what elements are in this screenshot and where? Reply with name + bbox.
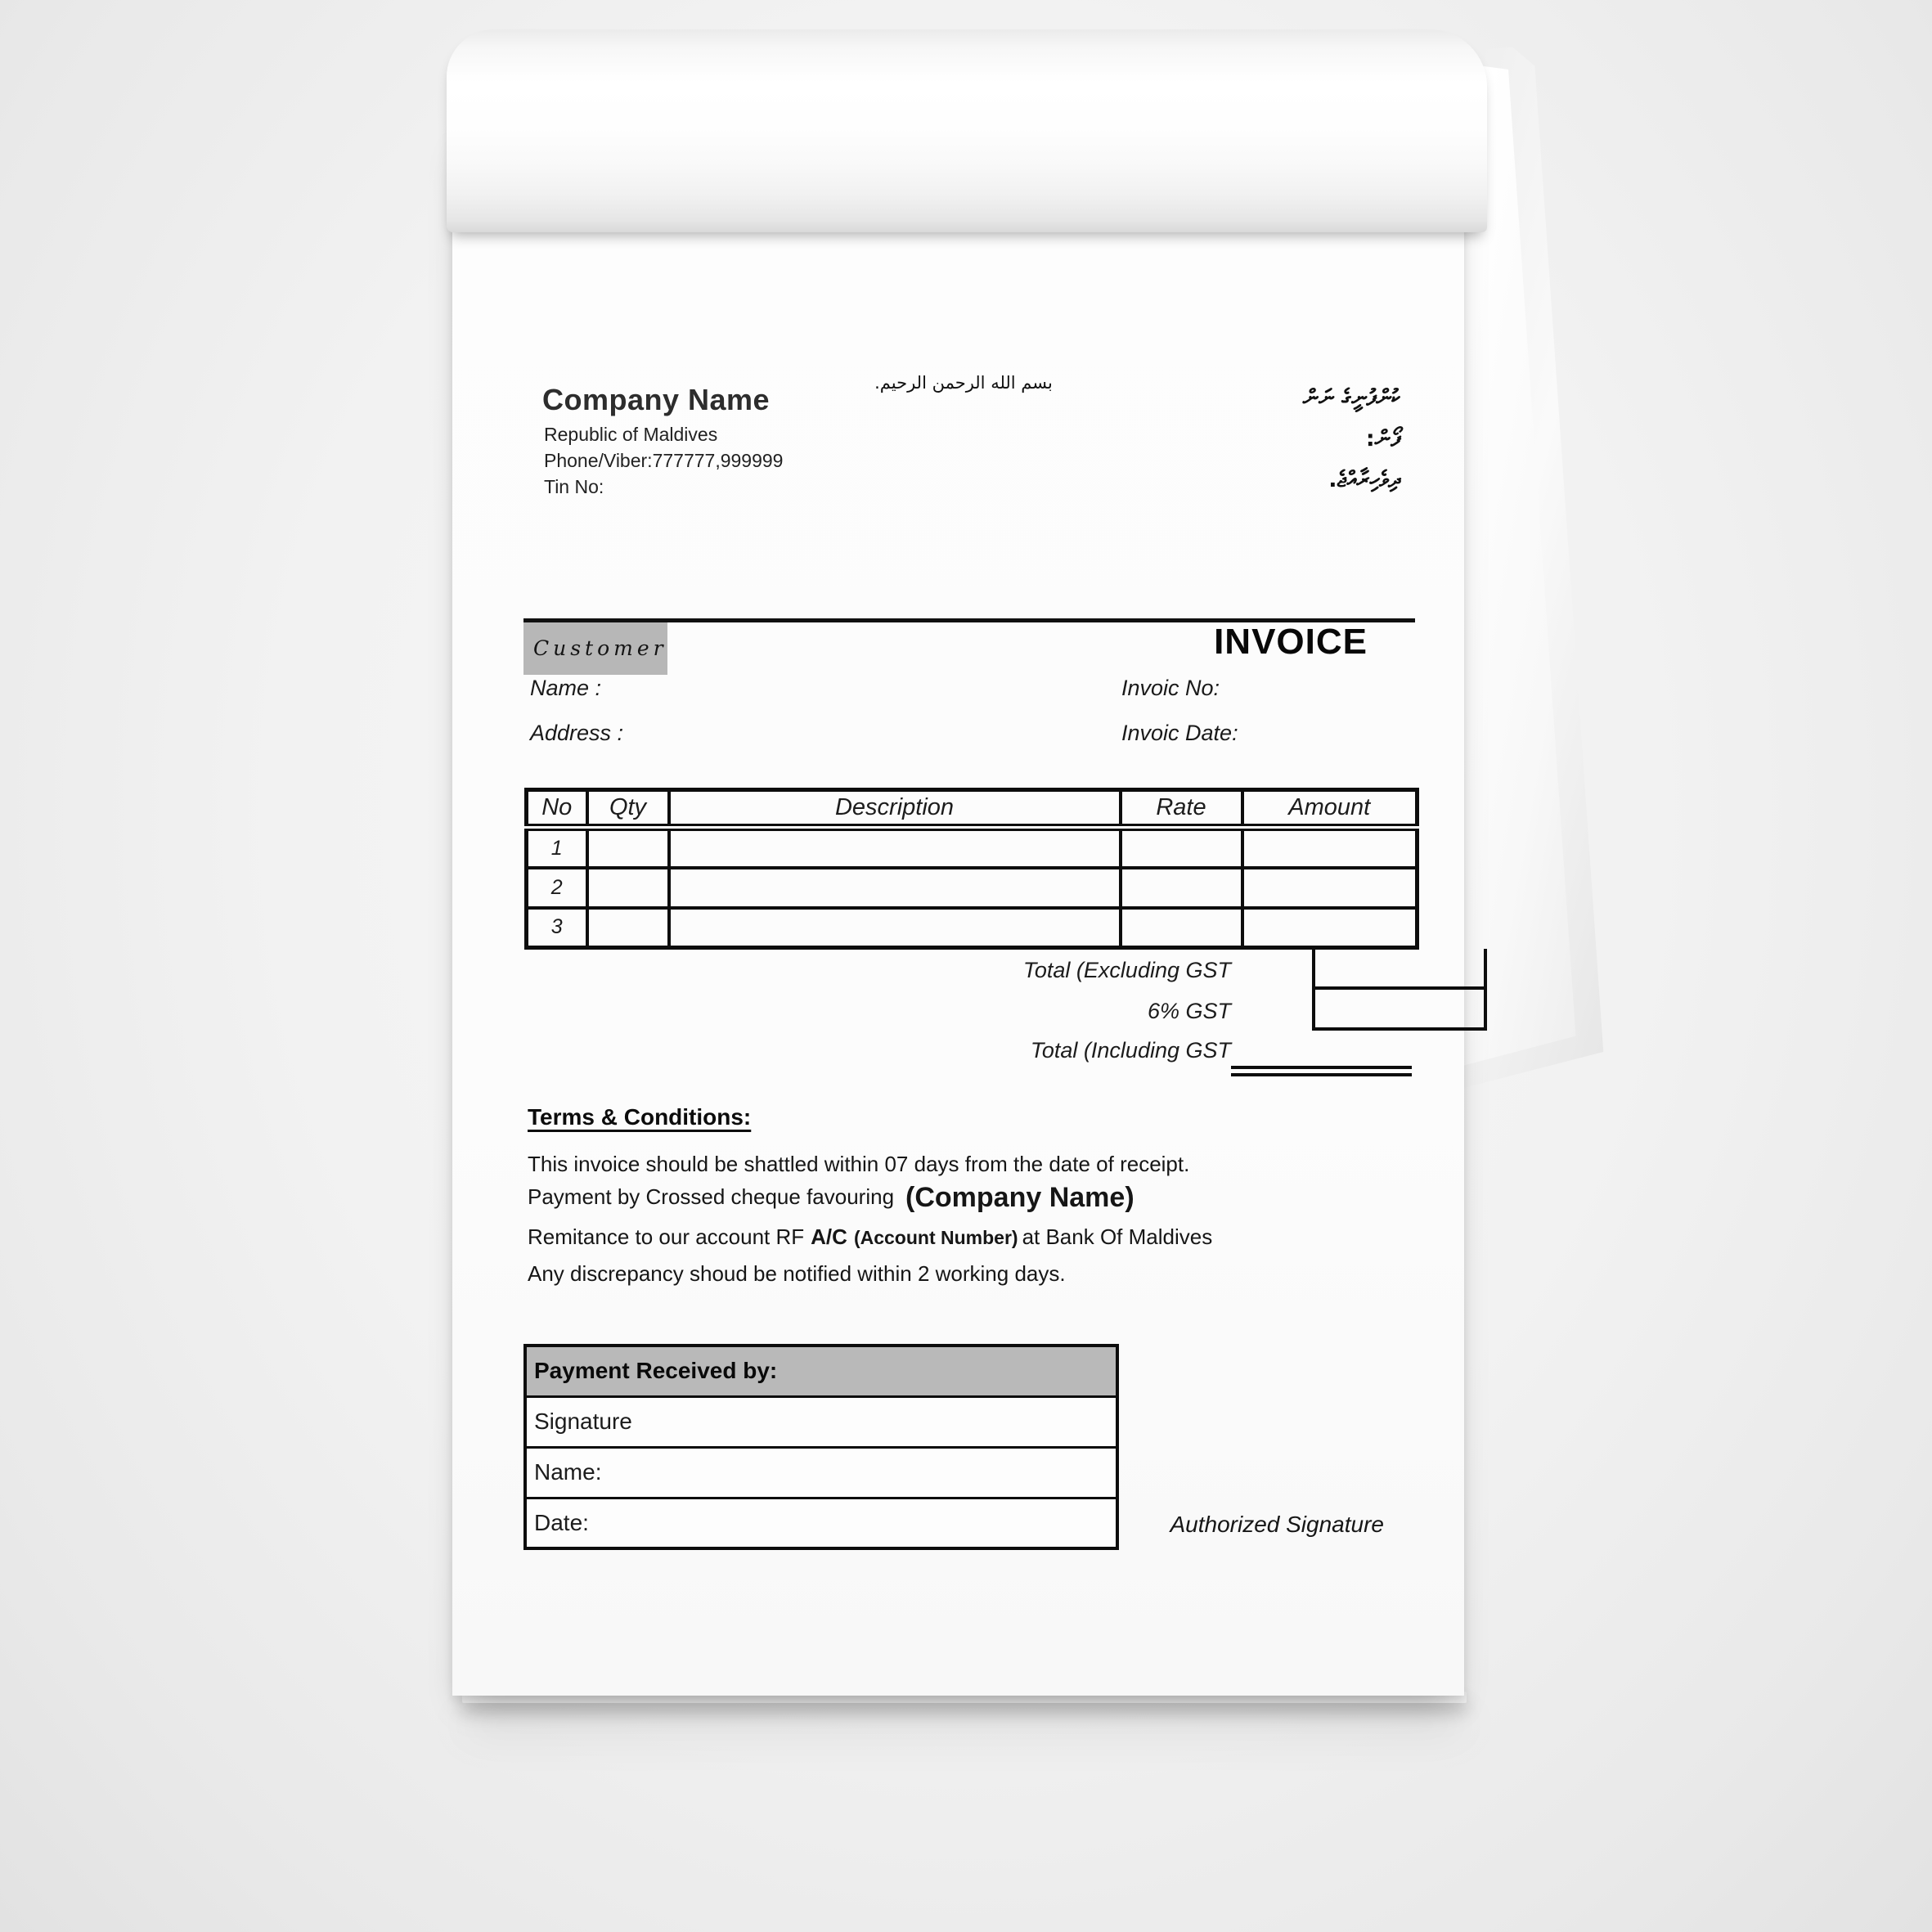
invoice-date-label: Invoic Date: (1121, 721, 1238, 745)
customer-section-label: Customer (523, 622, 667, 675)
table-row (527, 908, 1418, 948)
table-row (527, 828, 1418, 868)
invoice-title: INVOICE (1214, 622, 1368, 662)
payment-date-row (525, 1498, 1117, 1548)
company-address-line: Republic of Maldives (544, 424, 718, 445)
item-rate-cell (1121, 868, 1242, 908)
thaana-country: ދިވެހިރާއްޖެ. (1328, 467, 1400, 492)
item-description-cell (669, 828, 1121, 868)
company-name: Company Name (542, 383, 771, 416)
gst-label: 6% GST (1147, 999, 1231, 1023)
item-qty-cell (587, 908, 669, 948)
item-rate-cell (1121, 908, 1242, 948)
thaana-company-name: ކުންފުނީގެ ނަން (1302, 385, 1400, 411)
item-qty-cell (587, 828, 669, 868)
payment-signature-row (525, 1396, 1117, 1447)
item-amount-cell (1242, 828, 1418, 868)
payment-header-label: Payment Received by: (525, 1346, 1117, 1396)
item-no-cell: 2 (527, 868, 587, 908)
terms-bank-name: at Bank Of Maldives (1022, 1224, 1213, 1249)
notepad-page-curl (447, 29, 1487, 232)
customer-address-label: Address : (530, 721, 624, 745)
item-description-cell (669, 868, 1121, 908)
payment-name-label: Name: (525, 1447, 1117, 1498)
col-header-description: Description (669, 790, 1121, 828)
terms-line-3 (528, 1224, 1212, 1250)
bismillah-calligraphy: بسم الله الرحمن الرحيم. (874, 373, 1053, 393)
col-header-rate: Rate (1121, 790, 1242, 828)
col-header-amount: Amount (1242, 790, 1418, 828)
payment-received-table (523, 1344, 1119, 1550)
company-phone-line: Phone/Viber:777777,999999 (544, 450, 784, 471)
total-including-gst-label: Total (Including GST (1030, 1038, 1231, 1063)
invoice-no-label: Invoic No: (1121, 676, 1220, 700)
terms-line-2 (528, 1182, 1134, 1214)
terms-title: Terms & Conditions: (528, 1104, 752, 1130)
payment-header-row (525, 1346, 1117, 1396)
grand-total-double-rule (1231, 1066, 1412, 1076)
thaana-phone-label: ފޯން: (1365, 426, 1400, 452)
terms-account-code: A/C (811, 1224, 847, 1249)
gst-amount-box (1312, 990, 1487, 1031)
col-header-qty: Qty (587, 790, 669, 828)
items-header-row (527, 790, 1418, 828)
item-description-cell (669, 908, 1121, 948)
payment-signature-label: Signature (525, 1396, 1117, 1447)
item-rate-cell (1121, 828, 1242, 868)
item-no-cell: 1 (527, 828, 587, 868)
total-excluding-gst-box (1312, 949, 1487, 990)
company-tin-line: Tin No: (544, 476, 604, 497)
item-qty-cell (587, 868, 669, 908)
item-amount-cell (1242, 868, 1418, 908)
item-amount-cell (1242, 908, 1418, 948)
table-row (527, 868, 1418, 908)
total-excluding-gst-label: Total (Excluding GST (1022, 958, 1231, 982)
invoice-page (452, 123, 1464, 1696)
payment-name-row (525, 1447, 1117, 1498)
terms-line-1: This invoice should be shattled within 07 days from the date of receipt. (528, 1152, 1190, 1176)
terms-line-4: Any discrepancy shoud be notified within 2 working days. (528, 1261, 1066, 1286)
terms-line-2-text: Payment by Crossed cheque favouring (528, 1184, 895, 1209)
item-no-cell: 3 (527, 908, 587, 948)
items-table (524, 788, 1419, 950)
terms-account-number: (Account Number) (853, 1227, 1018, 1248)
payment-date-label: Date: (525, 1498, 1117, 1548)
authorized-signature-label: Authorized Signature (1170, 1512, 1384, 1537)
terms-line-3-text: Remitance to our account RF (528, 1224, 805, 1249)
terms-company-name: (Company Name) (905, 1182, 1134, 1213)
customer-name-label: Name : (530, 676, 602, 700)
col-header-no: No (527, 790, 587, 828)
thaana-header-block (1303, 378, 1400, 501)
